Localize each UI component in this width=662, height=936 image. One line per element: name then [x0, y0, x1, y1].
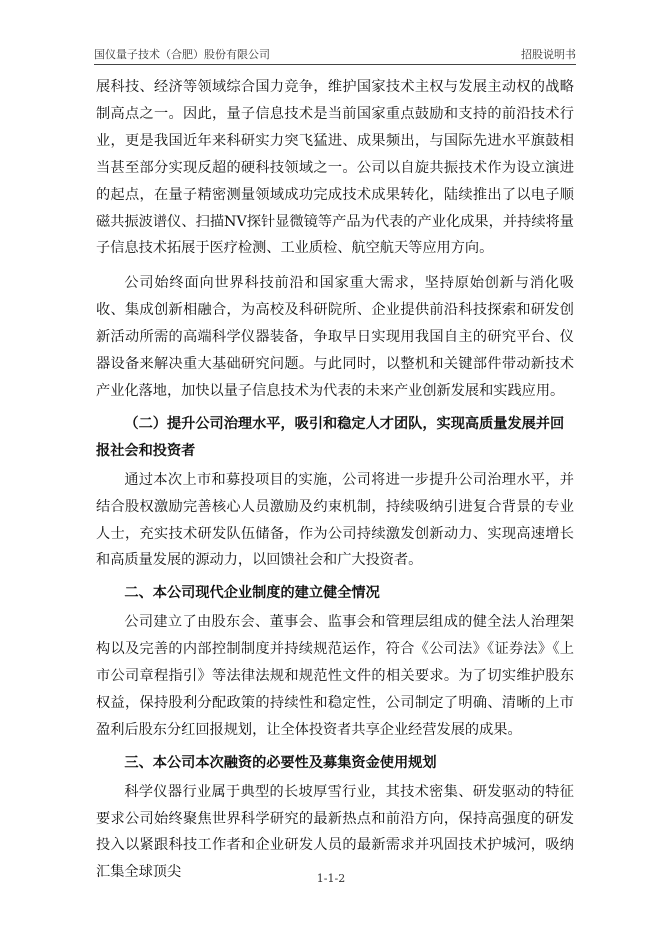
- paragraph-3: 通过本次上市和募投项目的实施，公司将进一步提升公司治理水平，并结合股权激励完善核心人员激励及约束机制，持续吸纳引进复合背景的专业人士，充实技术研发队伍储备，作为公司持续激发创新动力、实现高速增长和高质量发展的源动力，以回馈社会和广大投资者。: [96, 471, 574, 569]
- page-body: [96, 74, 574, 886]
- header-company-name: 国仪量子技术（合肥）股份有限公司: [94, 48, 270, 61]
- page-header: [94, 44, 576, 65]
- header-document-type: 招股说明书: [521, 48, 576, 61]
- paragraph-4: 公司建立了由股东会、董事会、监事会和管理层组成的健全法人治理架构以及完善的内部控制制度并持续规范运作，符合《公司法》《证券法》《上市公司章程指引》等法律法规和规范性文件的相关要求。为了切实维护股东权益，保持股利分配政策的持续性和稳定性，公司制定了明确、清晰的上市盈利后股东分红回报规划，让全体投资者共享企业经营发展的成果。: [96, 614, 574, 738]
- paragraph-2: 公司始终面向世界科技前沿和国家重大需求，坚持原始创新与消化吸收、集成创新相融合，为高校及科研院所、企业提供前沿科技探索和研发创新活动所需的高端科学仪器装备，争取早日实现用我国自主的研究平台、仪器设备来解决重大基础研究问题。与此同时，以整机和关键部件带动新技术产业化落地，加快以量子信息技术为代表的未来产业创新发展和实践应用。: [96, 275, 574, 399]
- section-heading-three: 三、本公司本次融资的必要性及募集资金使用规划: [124, 754, 437, 771]
- section-heading-two: 二、本公司现代企业制度的建立健全情况: [124, 585, 380, 602]
- page-number: 1-1-2: [316, 872, 346, 885]
- paragraph-1: 展科技、经济等领域综合国力竞争，维护国家技术主权与发展主动权的战略制高点之一。因此，量子信息技术是当前国家重点鼓励和支持的前沿技术行业，更是我国近年来科研实力突飞猛进、成果频出，与国际先进水平旗鼓相当甚至部分实现反超的硬科技领域之一。公司以自旋共振技术作为设立演进的起点，在量子精密测量领域成功完成技术成果转化，陆续推出了以电子顺磁共振波谱仪、扫描NV探针显微镜等产品为代表的产业化成果，并持续将量子信息技术拓展于医疗检测、工业质检、航空航天等应用方向。: [96, 79, 574, 257]
- paragraph-5: 科学仪器行业属于典型的长坡厚雪行业，其技术密集、研发驱动的特征要求公司始终聚焦世界科学研究的最新热点和前沿方向，保持高强度的研发投入以紧跟科技工作者和企业研发人员的最新需求并巩固技术护城河，吸纳汇集全球顶尖: [96, 783, 574, 881]
- section-heading-2-2: （二）提升公司治理水平，吸引和稳定人才团队，实现高质量发展并回报社会和投资者: [96, 415, 565, 459]
